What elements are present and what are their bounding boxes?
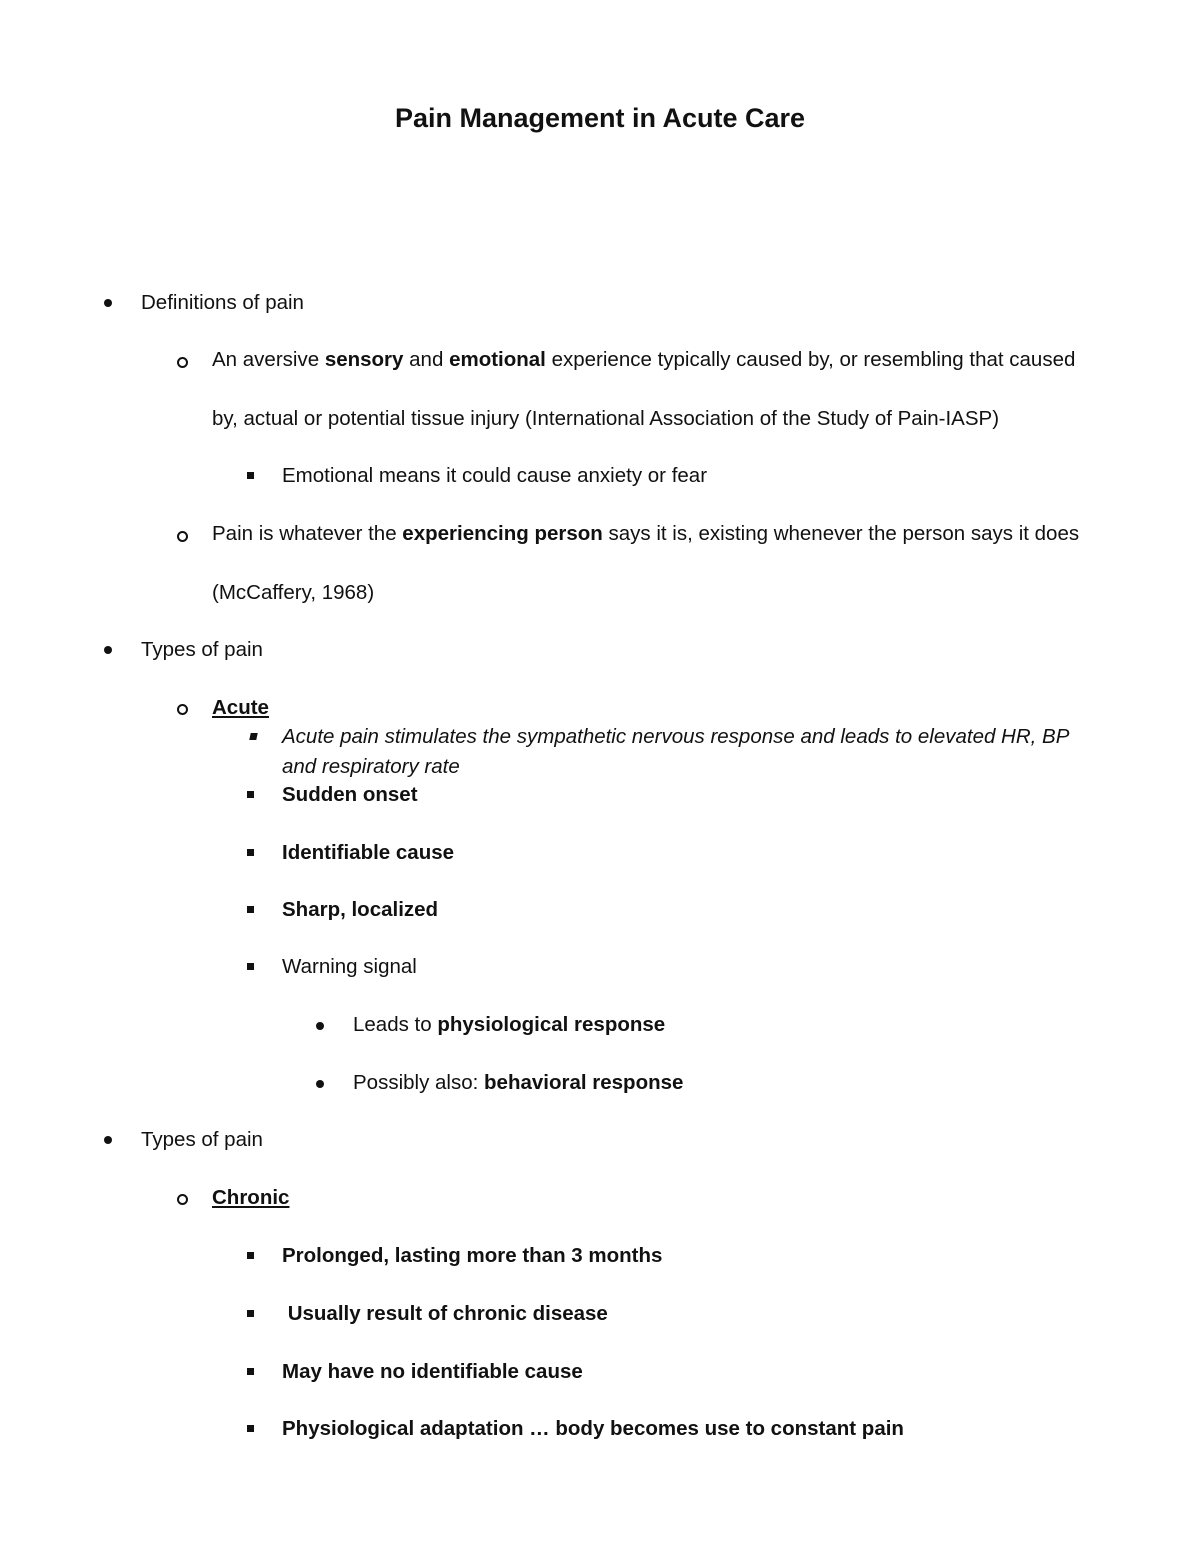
acute-warning-signal: Warning signal: [282, 955, 417, 978]
chronic-no-cause: May have no identifiable cause: [282, 1360, 583, 1383]
heading-definitions: Definitions of pain: [141, 291, 304, 314]
square-bullet-icon: [247, 849, 254, 856]
chronic-adaptation: Physiological adaptation … body becomes use to constant pain: [282, 1417, 904, 1440]
circle-bullet-icon: [177, 357, 188, 368]
chronic-prolonged: Prolonged, lasting more than 3 months: [282, 1244, 663, 1267]
acute-identifiable-cause: Identifiable cause: [282, 841, 455, 864]
chronic-usually: Usually result of chronic disease: [282, 1302, 608, 1325]
acute-sharp-localized: Sharp, localized: [282, 898, 439, 921]
page-title: Pain Management in Acute Care: [394, 103, 806, 133]
square-bullet-icon: [247, 791, 254, 798]
disc-bullet-icon: [104, 299, 112, 307]
acute-note-line2: and respiratory rate: [282, 755, 460, 778]
acute-sudden-onset: Sudden onset: [282, 783, 418, 806]
disc-bullet-icon: [104, 646, 112, 654]
disc-bullet-icon: [104, 1136, 112, 1144]
circle-bullet-icon: [177, 531, 188, 542]
definition-emotional-note: Emotional means it could cause anxiety or fear: [282, 464, 708, 487]
acute-behavioral-response: Possibly also: behavioral response: [353, 1071, 684, 1094]
definition-iasp: An aversive sensory and emotional experience typically caused by, or resembling that caused: [212, 348, 1076, 371]
square-bullet-icon: [247, 963, 254, 970]
circle-bullet-icon: [177, 704, 188, 715]
disc-bullet-icon: [316, 1080, 324, 1088]
definition-mccaffery-continued: (McCaffery, 1968): [212, 581, 375, 604]
square-bullet-icon: [249, 733, 257, 740]
square-bullet-icon: [247, 906, 254, 913]
disc-bullet-icon: [316, 1022, 324, 1030]
definition-mccaffery: Pain is whatever the experiencing person says it is, existing whenever the person says it does: [212, 522, 1080, 545]
square-bullet-icon: [247, 1368, 254, 1375]
square-bullet-icon: [247, 1425, 254, 1432]
acute-note-line1: Acute pain stimulates the sympathetic nervous response and leads to elevated HR, BP: [282, 725, 1070, 748]
chronic-label: Chronic: [212, 1186, 290, 1209]
acute-label: Acute: [212, 696, 269, 719]
heading-types-of-pain-2: Types of pain: [141, 1128, 263, 1151]
acute-physiological-response: Leads to physiological response: [353, 1013, 666, 1036]
square-bullet-icon: [247, 1252, 254, 1259]
square-bullet-icon: [247, 472, 254, 479]
definition-iasp-continued: by, actual or potential tissue injury (International Association of the Study of Pain-IASP): [212, 407, 1000, 430]
circle-bullet-icon: [177, 1194, 188, 1205]
square-bullet-icon: [247, 1310, 254, 1317]
heading-types-of-pain: Types of pain: [141, 638, 263, 661]
